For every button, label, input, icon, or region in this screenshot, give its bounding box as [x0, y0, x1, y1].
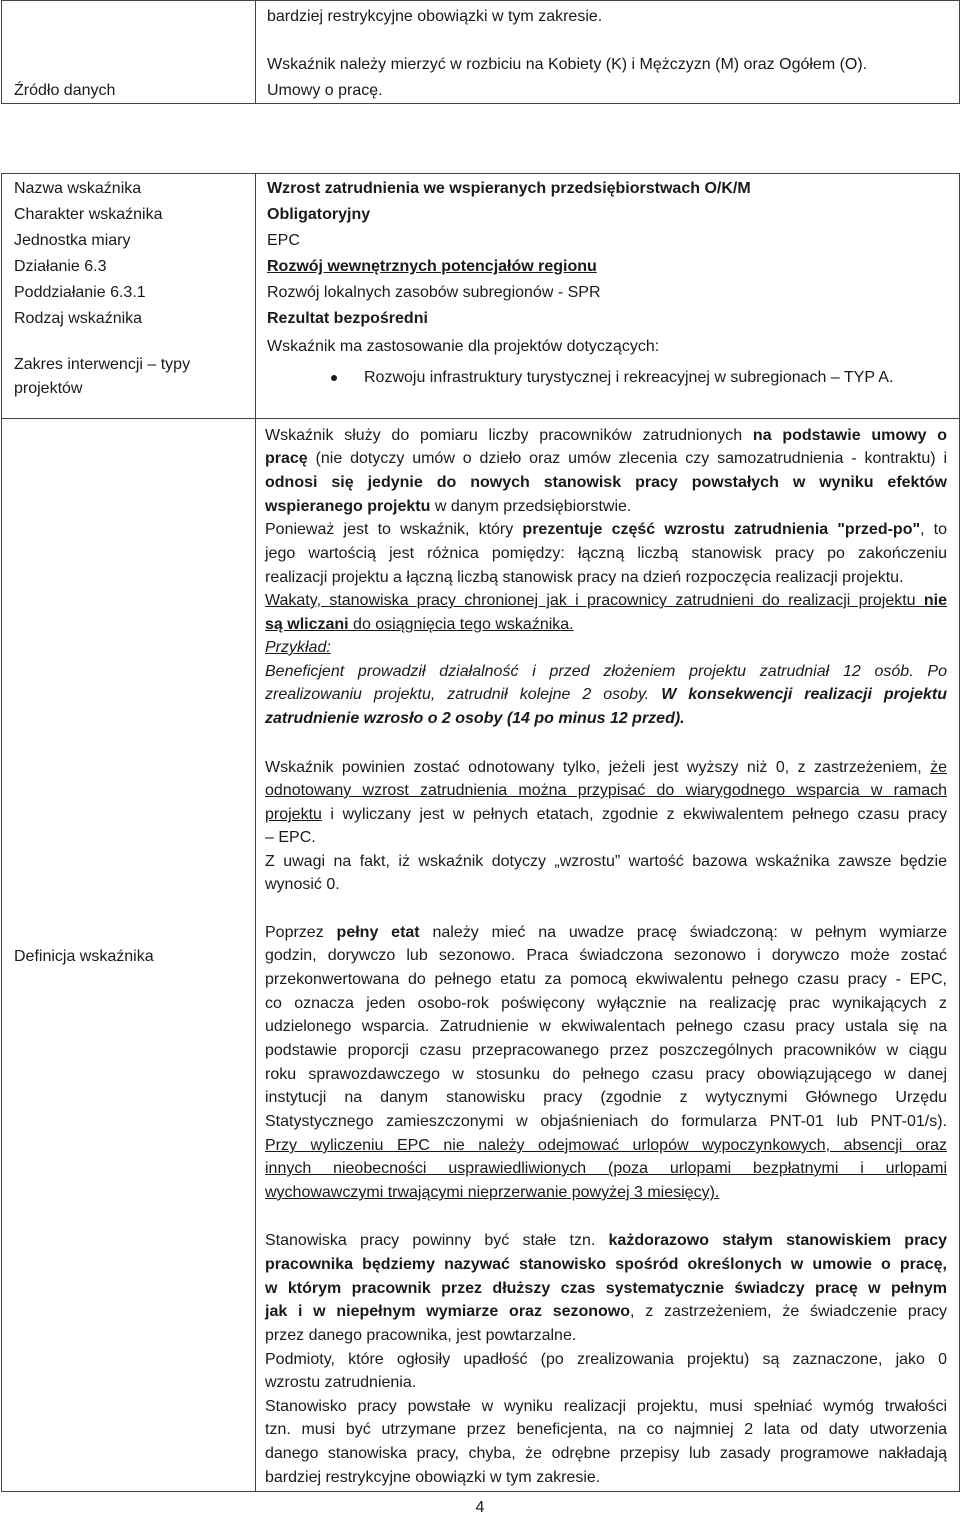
- definition-segment: zrealizowaniu projektu, zatrudnił kolejne 2 osoby.: [265, 686, 662, 703]
- definition-line: [265, 544, 947, 564]
- name-label: Nazwa wskaźnika: [14, 180, 142, 197]
- definition-segment: – EPC.: [265, 829, 316, 846]
- definition-line: [265, 709, 685, 729]
- definition-segment: pełny etat: [336, 924, 420, 941]
- definition-segment: godzin, dorywczo lub sezonowo. Praca świadczona sezonowo i dorywczo może zostać: [265, 947, 947, 964]
- definition-line: [265, 638, 331, 658]
- definition-segment: prezentuje część wzrostu zatrudnienia "przed-po": [522, 521, 921, 538]
- definition-line: [265, 805, 947, 825]
- definition-line: [265, 520, 947, 540]
- definition-segment: jak i w niepełnym wymiarze oraz sezonowo: [265, 1303, 631, 1320]
- subaction-label: Poddziałanie 6.3.1: [14, 284, 146, 301]
- definition-segment: zatrudnienie wzrosło o 2 osoby (14 po minus 12 przed).: [265, 710, 685, 727]
- definition-segment: Ponieważ jest to wskaźnik, który: [265, 521, 523, 538]
- definition-line: [265, 1255, 947, 1275]
- unit-value: EPC: [267, 232, 300, 249]
- definition-segment: podstawie proporcji czasu przepracowanego przez poszczególnych pracowników w ciągu: [265, 1042, 947, 1059]
- definition-line: [265, 591, 947, 611]
- definition-segment: Z uwagi na fakt, iż wskaźnik dotyczy „wzrostu” wartość bazowa wskaźnika zawsze będzie: [265, 853, 947, 870]
- bullet-icon: [331, 375, 337, 381]
- scope-item: Rozwoju infrastruktury turystycznej i rekreacyjnej w subregionach – TYP A.: [364, 369, 894, 386]
- definition-line: [265, 923, 947, 943]
- type-value: Rezultat bezpośredni: [267, 310, 428, 327]
- definition-segment: Stanowisko pracy powstałe w wyniku realizacji projektu, musi spełniać wymóg trwałości: [265, 1398, 947, 1415]
- definition-segment: wzrostu zatrudnienia.: [265, 1374, 417, 1391]
- definition-segment: każdorazowo stałym stanowiskiem pracy: [608, 1232, 947, 1249]
- definition-line: [265, 994, 947, 1014]
- definition-line: [265, 875, 340, 895]
- scope-label-cont: projektów: [14, 380, 83, 397]
- indicator-meta-table: [1, 173, 960, 419]
- definition-line: [265, 1112, 947, 1132]
- definition-segment: na podstawie umowy o: [752, 427, 947, 444]
- definition-line: [265, 1326, 576, 1346]
- definition-segment: , z zastrzeżeniem, że świadczenie pracy: [630, 1303, 947, 1320]
- definition-line: [265, 568, 904, 588]
- definition-segment: projektu: [265, 806, 322, 823]
- definition-line: [265, 685, 947, 705]
- definition-label: Definicja wskaźnika: [14, 948, 154, 965]
- definition-segment: nie: [923, 592, 947, 609]
- character-value: Obligatoryjny: [267, 206, 371, 223]
- scope-intro: Wskaźnik ma zastosowanie dla projektów dotyczących:: [267, 338, 660, 355]
- action-label: Działanie 6.3: [14, 258, 107, 275]
- definition-segment: Podmioty, które ogłosiły upadłość (po zrealizowania projektu) są zaznaczone, jako 0: [265, 1351, 947, 1368]
- definition-segment: Statystycznego zamieszczonymi w objaśnieniach do formularza PNT-01 lub PNT-01/s).: [265, 1113, 947, 1130]
- definition-segment: Poprzez: [265, 924, 337, 941]
- definition-segment: danego stanowiska pracy, chyba, że odrębne przepisy lub zasady programowe nakładają: [265, 1445, 947, 1462]
- definition-line: [265, 852, 947, 872]
- definition-segment: Beneficjent prowadził działalność i przed złożeniem projektu zatrudniał 12 osób. Po: [265, 663, 947, 680]
- definition-segment: bardziej restrykcyjne obowiązki w tym zakresie.: [265, 1469, 601, 1486]
- definition-line: [265, 758, 947, 778]
- name-value: Wzrost zatrudnienia we wspieranych przedsiębiorstwach O/K/M: [267, 180, 751, 197]
- definition-line: [265, 1279, 947, 1299]
- definition-segment: wynosić 0.: [265, 876, 340, 893]
- definition-line: [265, 970, 947, 990]
- definition-segment: należy mieć na uwadze pracę świadczoną: w pełnym wymiarze: [419, 924, 948, 941]
- definition-segment: innych nieobecności usprawiedliwionych (poza urlopami bezpłatnymi i urlopami: [265, 1160, 947, 1177]
- definition-segment: wychowawczymi trwającymi nieprzerwanie powyżej 3 miesięcy).: [265, 1184, 720, 1201]
- definition-line: [265, 1373, 416, 1393]
- scope-label: Zakres interwencji – typy: [14, 356, 191, 373]
- definition-line: [265, 449, 947, 469]
- character-label: Charakter wskaźnika: [14, 206, 163, 223]
- definition-line: [265, 781, 947, 801]
- definition-segment: instytucji na danym stanowisku pracy (zgodnie z wytycznymi Głównego Urzędu: [265, 1089, 947, 1106]
- definition-line: [265, 1041, 947, 1061]
- page-number: 4: [475, 1499, 485, 1516]
- definition-segment: w danym przedsiębiorstwie.: [430, 498, 632, 515]
- definition-segment: co oznacza jeden osobo-rok poświęcony wyłącznie na realizację prac wynikających z: [265, 995, 947, 1012]
- subaction-value: Rozwój lokalnych zasobów subregionów - SPR: [267, 284, 601, 301]
- definition-segment: tzn. musi być utrzymane przez beneficjenta, na co najmniej 2 lata od daty utworzenia: [265, 1421, 947, 1438]
- definition-line: [265, 1183, 719, 1203]
- source-value: Umowy o pracę.: [267, 82, 383, 99]
- definition-segment: Wskaźnik służy do pomiaru liczby pracowników zatrudnionych: [265, 427, 753, 444]
- definition-line: [265, 946, 947, 966]
- definition-line: [265, 1397, 947, 1417]
- definition-line: [265, 1468, 600, 1488]
- definition-line: [265, 497, 631, 517]
- definition-segment: pracownika będziemy nazywać stanowisko spośród określonych w umowie o pracę,: [265, 1256, 947, 1273]
- definition-line: [265, 1350, 947, 1370]
- definition-segment: w którym pracownik przez dłuższy czas systematycznie świadczy pracę w pełnym: [265, 1280, 947, 1297]
- definition-segment: pracę: [265, 450, 308, 467]
- definition-segment: jego wartością jest różnica pomiędzy: łączną liczbą stanowisk pracy po zakończeniu: [265, 545, 947, 562]
- definition-line: [265, 1065, 947, 1085]
- definition-segment: roku sprawozdawczego w stosunku do pełnego czasu pracy obowiązującego w danej: [265, 1066, 947, 1083]
- definition-segment: Wskaźnik powinien zostać odnotowany tylko, jeżeli jest wyższy niż 0, z zastrzeżeniem,: [265, 759, 931, 776]
- definition-segment: (nie dotyczy umów o dzieło oraz umów zlecenia czy samozatrudnienia - kontraktu) i: [307, 450, 947, 467]
- definition-line: [265, 1017, 947, 1037]
- definition-segment: przez danego pracownika, jest powtarzalne.: [265, 1327, 577, 1344]
- definition-line: [265, 1088, 947, 1108]
- definition-line: [265, 1136, 947, 1156]
- definition-segment: Wakaty, stanowiska pracy chronionej jak i pracownicy zatrudnieni do realizacji projektu: [265, 592, 924, 609]
- unit-label: Jednostka miary: [14, 232, 131, 249]
- definition-segment: odnotowany wzrost zatrudnienia można przypisać do wiarygodnego wsparcia w ramach: [265, 782, 947, 799]
- definition-segment: Stanowiska pracy powinny być stałe tzn.: [265, 1232, 609, 1249]
- definition-segment: są wliczani: [265, 616, 349, 633]
- definition-segment: Przykład:: [265, 639, 331, 656]
- continuation-text: bardziej restrykcyjne obowiązki w tym zakresie.: [267, 8, 603, 25]
- definition-line: [265, 426, 947, 446]
- definition-line: [265, 1231, 947, 1251]
- definition-line: [265, 473, 947, 493]
- definition-line: [265, 1159, 947, 1179]
- definition-line: [265, 1420, 947, 1440]
- type-label: Rodzaj wskaźnika: [14, 310, 143, 327]
- definition-segment: , to: [920, 521, 948, 538]
- definition-segment: realizacji projektu a łączną liczbą stanowisk pracy na dzień rozpoczęcia realizacji projektu.: [265, 569, 904, 586]
- definition-segment: udzielonego wsparcia. Zatrudnienie w ekwiwalentach pełnego czasu pracy ustala się na: [265, 1018, 947, 1035]
- measurement-note: Wskaźnik należy mierzyć w rozbiciu na Kobiety (K) i Mężczyzn (M) oraz Ogółem (O).: [267, 56, 868, 73]
- top-table: [1, 0, 960, 104]
- definition-segment: i wyliczany jest w pełnych etatach, zgodnie z ekwiwalentem pełnego czasu pracy: [321, 806, 947, 823]
- definition-line: [265, 662, 947, 682]
- definition-segment: W konsekwencji realizacji projektu: [661, 686, 947, 703]
- definition-segment: Przy wyliczeniu EPC nie należy odejmować urlopów wypoczynkowych, absencji oraz: [265, 1137, 947, 1154]
- source-label: Źródło danych: [14, 82, 116, 99]
- definition-segment: przekonwertowana do pełnego etatu za pomocą ekwiwalentu pełnego czasu pracy - EPC,: [265, 971, 947, 988]
- definition-segment: odnosi się jedynie do nowych stanowisk pracy powstałych w wyniku efektów: [265, 474, 947, 491]
- action-value: Rozwój wewnętrznych potencjałów regionu: [267, 258, 597, 275]
- definition-line: [265, 828, 316, 848]
- definition-line: [265, 1302, 947, 1322]
- definition-line: [265, 615, 574, 635]
- definition-segment: do osiągnięcia tego wskaźnika.: [348, 616, 574, 633]
- definition-segment: że: [930, 759, 947, 776]
- definition-line: [265, 1444, 947, 1464]
- definition-segment: wspieranego projektu: [265, 498, 431, 515]
